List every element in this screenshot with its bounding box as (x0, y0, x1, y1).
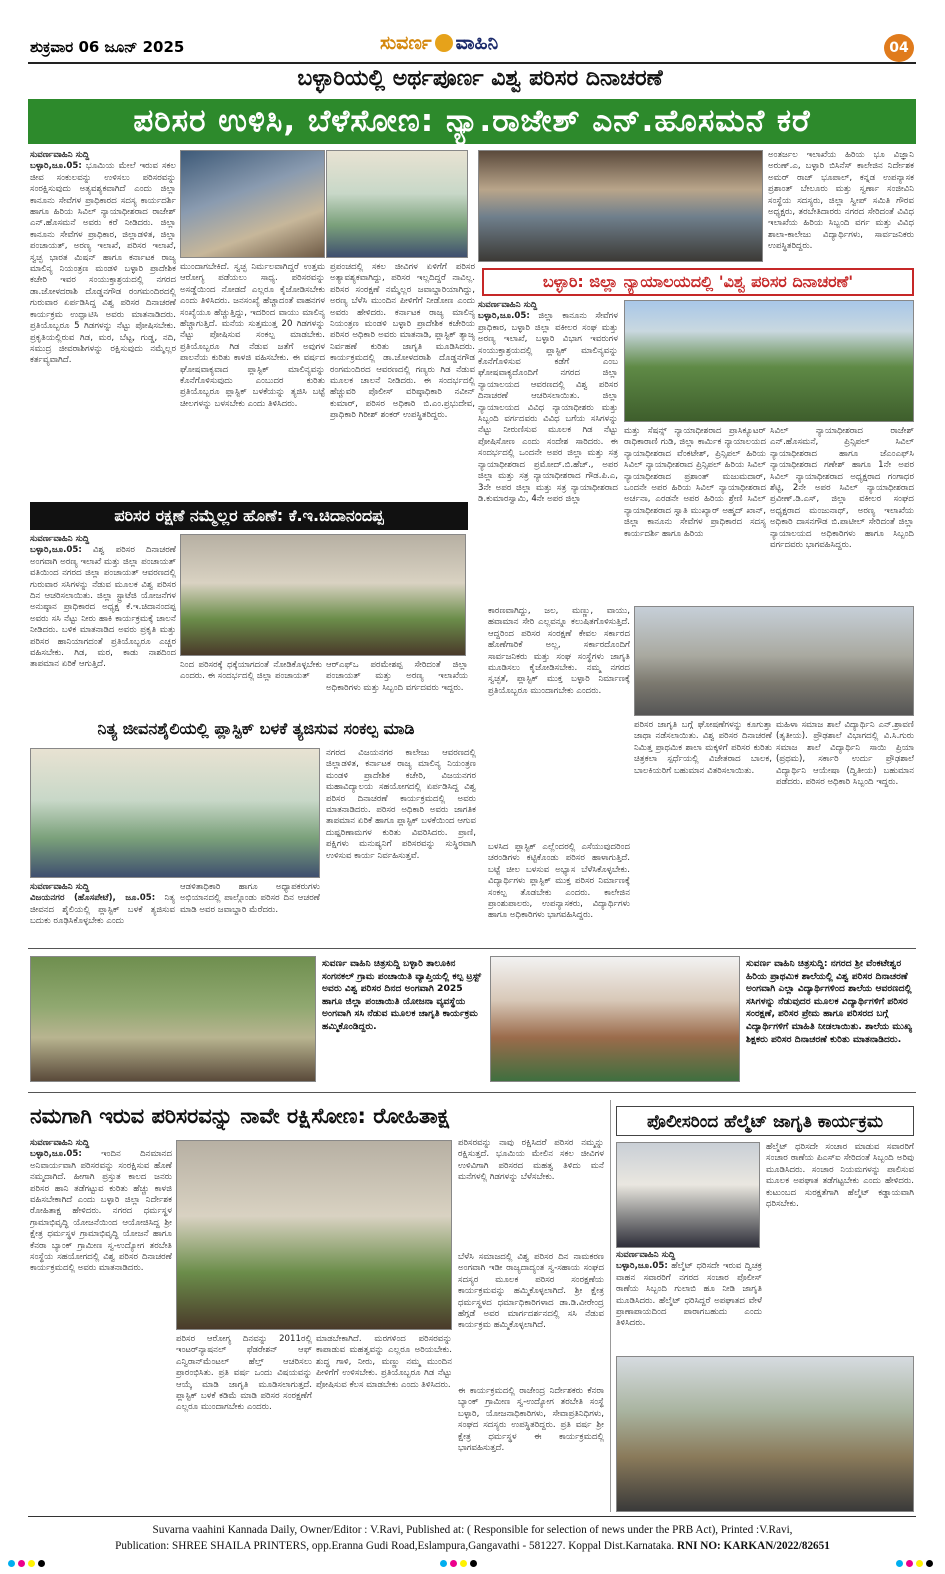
court-body-a: ಜಿಲ್ಲಾ ಕಾನೂನು ಸೇವೆಗಳ ಪ್ರಾಧಿಕಾರ, ಬಳ್ಳಾರಿ ಜಿಲ್ಲಾ ವಕೀಲರ ಸಂಘ ಮತ್ತು ಅರಣ್ಯ ಇಲಾಖೆ, ಬಳ್ಳಾರಿ ವಿಭಾಗ ಇವರುಗಳ ಸಂಯುಕ್ತಾಶ್ರಯದಲ್ಲಿ ಪ್ಲಾಸ್ಟಿಕ್ ಮಾಲಿನ್ಯವನ್ನು ಕೊನೆಗೊಳಿಸುವ ಕಡೆಗೆ ಎಂಬ ಘೋಷವಾಕ್ಯದೊಂದಿಗೆ ನಗರದ ಜಿಲ್ಲಾ ನ್ಯಾಯಾಲಯದ ಆವರಣದಲ್ಲಿ ವಿಶ್ವ ಪರಿಸರ ದಿನಾಚರಣೆ ಆಚರಿಸಲಾಯಿತು. ಜಿಲ್ಲಾ ನ್ಯಾಯಾಲಯದ ವಿವಿಧ ನ್ಯಾಯಾಧೀಶರು ಮತ್ತು ಸಿಬ್ಬಂದಿ ವರ್ಗದವರು ವಿವಿಧ ಬಗೆಯ ಸಸಿಗಳನ್ನು ನೆಟ್ಟು ನೀರುಣಿಸುವ ಮೂಲಕ ಗಿಡ ನೆಟ್ಟು ಪೋಷಿಸೋಣ ಎಂದು ಸಂದೇಶ ಸಾರಿದರು. ಈ ಸಂದರ್ಭದಲ್ಲಿ ಒಂದನೇ ಅಪರ ಜಿಲ್ಲಾ ಮತ್ತು ಸತ್ರ ನ್ಯಾಯಾಧೀಶರಾದ ಪ್ರಮೋದ್.ಬಿ.ಹೆಚ್., ಅಪರ ಜಿಲ್ಲಾ ಮತ್ತು ಸತ್ರ ನ್ಯಾಯಾಧೀಶರಾದ ಗೌಡ.ಪಿ.ಎ, 3ನೇ ಅಪರ ಜಿಲ್ಲಾ ಮತ್ತು ಸತ್ರ ನ್ಯಾಯಾಧೀಶರಾದ ಡಿ.ಕುಮಾರಸ್ವಾಮಿ, 4ನೇ ಅಪರ ಜಿಲ್ಲಾ (478, 311, 618, 504)
plastic-body-c: ನಗರದ ವಿಜಯನಗರ ಕಾಲೇಜು ಆವರಣದಲ್ಲಿ ಜಿಲ್ಲಾಡಳಿತ, ಕರ್ನಾಟಕ ರಾಜ್ಯ ಮಾಲಿನ್ಯ ನಿಯಂತ್ರಣ ಮಂಡಳಿ ಪ್ರಾದೇಶಿಕ ಕಚೇರಿ, ವಿಜಯನಗರ ಮಹಾವಿದ್ಯಾಲಯ ಸಹಯೋಗದಲ್ಲಿ ಏರ್ಪಡಿಸಿದ್ದ ವಿಶ್ವ ಪರಿಸರ ದಿನಾಚರಣೆ ಕಾರ್ಯಕ್ರಮದಲ್ಲಿ ಅವರು ಮಾತನಾಡಿದರು. ಪರಿಸರ ಅಧಿಕಾರಿ ಅವರು ಜಾಗತಿಕ ತಾಪಮಾನ ಏರಿಕೆ ಹಾಗೂ ಪ್ಲಾಸ್ಟಿಕ್ ಬಳಕೆಯಿಂದ ಆಗುವ ದುಷ್ಪರಿಣಾಮಗಳ ಕುರಿತು ವಿವರಿಸಿದರು. ಪ್ರಾಣಿ, ಪಕ್ಷಿಗಳು ಮನುಷ್ಯನಿಗೆ ಪರಿಸರವನ್ನು ಸುಸ್ಥಿರವಾಗಿ ಉಳಿಸುವ ಕಾರ್ಯ ನಿರ್ವಹಿಸುತ್ತವೆ. (326, 748, 476, 861)
plastic-column-3 (326, 748, 476, 942)
plastic-column-1 (30, 882, 175, 942)
section-divider-1 (28, 948, 916, 949)
magenta-mark-icon (906, 1560, 913, 1567)
court-byline: ಸುವರ್ಣವಾಹಿನಿ ಸುದ್ದಿ (478, 300, 538, 310)
newspaper-logo (380, 32, 570, 58)
lead-column-2 (180, 262, 325, 502)
rally-column-3 (776, 720, 914, 838)
rohitaksha-body-b: ಪರಿಸರ ಆರೋಗ್ಯ ದಿನವನ್ನು 2011ರಲ್ಲಿ ಇಂಟರ್‌ನ್ಯಾಷನಲ್ ಫೆಡರೇಶನ್ ಆಫ್ ಎನ್ವಿರಾನ್‌ಮೆಂಟಲ್ ಹೆಲ್ತ್ ಆಚರಿಸಲು ಪ್ರಾರಂಭಿಸಿತು. ಪ್ರತಿ ವರ್ಷ ಒಂದು ವಿಷಯವನ್ನು ಆಯ್ಕೆ ಮಾಡಿ ಜಾಗೃತಿ ಮೂಡಿಸಲಾಗುತ್ತದೆ. ಪ್ಲಾಸ್ಟಿಕ್ ಬಳಕೆ ಕಡಿಮೆ ಮಾಡಿ ಪರಿಸರ ಸಂರಕ್ಷಣೆಗೆ ಎಲ್ಲರೂ ಮುಂದಾಗಬೇಕು ಎಂದರು. (176, 1334, 312, 1413)
rohitaksha-photo (176, 1140, 452, 1330)
rally-body-1: ಕಾರಣವಾಗಿದ್ದು, ಜಲ, ಮಣ್ಣು, ವಾಯು, ಹವಾಮಾನ ಸೇರಿ ಎಲ್ಲವನ್ನೂ ಕಲುಷಿತಗೊಳಿಸುತ್ತಿದೆ. ಆದ್ದರಿಂದ ಪರಿಸರ ಸಂರಕ್ಷಣೆ ಕೇವಲ ಸರ್ಕಾರದ ಹೊಣೆಗಾರಿಕೆ ಅಲ್ಲ, ಸರ್ಕಾರದೊಂದಿಗೆ ಸಾರ್ವಜನಿಕರು ಮತ್ತು ಸಂಘ ಸಂಸ್ಥೆಗಳು ಜಾಗೃತಿ ಮೂಡಿಸಲು ಕೈಜೋಡಿಸಬೇಕು. ನಮ್ಮ ನಗರದ ಸ್ವಚ್ಛತೆ, ಪ್ಲಾಸ್ಟಿಕ್ ಮುಕ್ತ ಬಳ್ಳಾರಿ ನಿರ್ಮಾಣಕ್ಕೆ ಪ್ರತಿಯೊಬ್ಬರೂ ಮುಂದಾಗಬೇಕು ಎಂದರು. (488, 606, 630, 696)
issue-date: ಶುಕ್ರವಾರ 06 ಜೂನ್ 2025 (30, 38, 185, 56)
panchayat-body-c: ಆರ್‌ಎಫ್‌ಒ ಪರಮೇಶಪ್ಪ ಸೇರಿದಂತೆ ಜಿಲ್ಲಾ ಪಂಚಾಯತ್ ಮತ್ತು ಅರಣ್ಯ ಇಲಾಖೆಯ ಅಧಿಕಾರಿಗಳು ಮತ್ತು ಸಿಬ್ಬಂದಿ ವರ್ಗದವರು ಇದ್ದರು. (326, 660, 468, 693)
court-planting-photo (624, 300, 914, 422)
yellow-mark-icon (28, 1560, 35, 1567)
rohitaksha-byline: ಸುವರ್ಣವಾಹಿನಿ ಸುದ್ದಿ (30, 1138, 90, 1148)
rohitaksha-body-d: ಪರಿಸರವನ್ನು ನಾವು ರಕ್ಷಿಸಿದರೆ ಪರಿಸರ ನಮ್ಮನ್ನು ರಕ್ಷಿಸುತ್ತದೆ. ಭೂಮಿಯ ಮೇಲಿನ ಸಕಲ ಜೀವಿಗಳ ಉಳಿವಿಗಾಗಿ ಪರಿಸರದ ಮಹತ್ವ ತಿಳಿದು ಮನೆ ಮನೆಗಳಲ್ಲಿ ಗಿಡಗಳನ್ನು ಬೆಳೆಸಬೇಕು. (458, 1138, 604, 1183)
court-headline: ಬಳ್ಳಾರಿ: ಜಿಲ್ಲಾ ನ್ಯಾಯಾಲಯದಲ್ಲಿ 'ವಿಶ್ವ ಪರಿಸರ ದಿನಾಚರಣೆ' (482, 268, 914, 296)
panchayat-body-b: ನಿಂದ ಪರಿಸರಕ್ಕೆ ಧಕ್ಕೆಯಾಗದಂತೆ ನೋಡಿಕೊಳ್ಳಬೇಕು ಎಂದರು. ಈ ಸಂದರ್ಭದಲ್ಲಿ ಜಿಲ್ಲಾ ಪಂಚಾಯತ್ (180, 660, 322, 682)
yellow-mark-icon (916, 1560, 923, 1567)
print-registration-marks (0, 1558, 945, 1570)
rohitaksha-body-e: ಬೆಳೆಸಿ ಸಮಾಜದಲ್ಲಿ ವಿಶ್ವ ಪರಿಸರ ದಿನ ನಾಮಕರಣ ಅಂಗವಾಗಿ ಇಡೀ ರಾಜ್ಯದಾದ್ಯಂತ ಸ್ವ-ಸಹಾಯ ಸಂಘದ ಸದಸ್ಯರ ಮೂಲಕ ಪರಿಸರ ಸಂರಕ್ಷಣೆಯ ಕಾರ್ಯಕ್ರಮವನ್ನು ಹಮ್ಮಿಕೊಳ್ಳಲಾಗಿದೆ. ಶ್ರೀ ಕ್ಷೇತ್ರ ಧರ್ಮಸ್ಥಳದ ಧರ್ಮಾಧಿಕಾರಿಗಳಾದ ಡಾ.ಡಿ.ವೀರೇಂದ್ರ ಹೆಗ್ಗಡೆ ಅವರ ಮಾರ್ಗದರ್ಶನದಲ್ಲಿ ಸಸಿ ನೆಡುವ ಕಾರ್ಯಕ್ರಮ ಹಮ್ಮಿಕೊಳ್ಳಲಾಗಿದೆ. (458, 1252, 604, 1331)
plastic-byline: ಸುವರ್ಣವಾಹಿನಿ ಸುದ್ದಿ (30, 882, 90, 892)
school-caption: ಸುವರ್ಣ ವಾಹಿನಿ ಚಿತ್ರಸುದ್ದಿ: ನಗರದ ಶ್ರೀ ವೆಂಕಟೇಶ್ವರ ಹಿರಿಯ ಪ್ರಾಥಮಿಕ ಶಾಲೆಯಲ್ಲಿ ವಿಶ್ವ ಪರಿಸರ ದಿನಾಚರಣೆ ಅಂಗವಾಗಿ ಎಲ್ಲಾ ವಿದ್ಯಾರ್ಥಿಗಳಿಂದ ಶಾಲೆಯ ಆವರಣದಲ್ಲಿ ಸಸಿಗಳನ್ನು ನೆಡುವುದರ ಮೂಲಕ ವಿದ್ಯಾರ್ಥಿಗಳಿಗೆ ಪರಿಸರ ಸಂರಕ್ಷಣೆ, ಪರಿಸರ ಪ್ರೇಮ ಹಾಗೂ ಪರಿಸರದ ಬಗ್ಗೆ ವಿದ್ಯಾರ್ಥಿಗಳಿಗೆ ಮಾಹಿತಿ ನೀಡಲಾಯಿತು. ಶಾಲೆಯ ಮುಖ್ಯ ಶಿಕ್ಷಕರು ಪರಿಸರ ದಿನಾಚರಣೆ ಕುರಿತು ಮಾತನಾಡಿದರು. (746, 958, 913, 1045)
plastic-dateline: ವಿಜಯನಗರ (ಹೊಸಪೇಟೆ), ಜೂ.05: (30, 893, 156, 904)
rally-column-1 (488, 606, 630, 838)
section-divider-2 (28, 1092, 916, 1093)
school-photo (490, 956, 740, 1082)
magenta-mark-icon (450, 1560, 457, 1567)
rally-photo (634, 606, 914, 716)
lead-column-4 (768, 150, 914, 262)
lead-headline: ಪರಿಸರ ಉಳಿಸಿ, ಬೆಳೆಸೋಣ: ನ್ಯಾ.ರಾಜೇಶ್ ಎನ್.ಹೊಸಮನೆ ಕರೆ (28, 99, 916, 144)
rohitaksha-column-5 (458, 1252, 604, 1382)
imprint (20, 1522, 925, 1554)
magenta-mark-icon (18, 1560, 25, 1567)
plastic-body-b: ಆಡಳಿತಾಧಿಕಾರಿ ಹಾಗೂ ಅಧ್ಯಾಪಕರುಗಳು ಅಭಿಯಾನದಲ್ಲಿ ಪಾಲ್ಗೊಂಡು ಪರಿಸರ ದಿನ ಆಚರಣೆ ಮಾಡಿ ಅವರ ಜವಾಬ್ದಾರಿ ಮೆರೆದರು. (180, 882, 320, 915)
court-body-b: ಮತ್ತು ಸೆಷನ್ಸ್ ನ್ಯಾಯಾಧೀಶರಾದ ಪ್ರಾಸಿಕ್ಯೂಟರ್ ರಾಧಿಕಾರಾಣಿ ಗುಡಿ, ಜಿಲ್ಲಾ ಕಾರ್ಮಿಕ ನ್ಯಾಯಾಲಯದ ನ್ಯಾಯಾಧೀಶರಾದ ವೆಂಕಟೇಶ್, ಪ್ರಿನ್ಸಿಪಲ್ ಹಿರಿಯ ಸಿವಿಲ್ ನ್ಯಾಯಾಧೀಶರಾದ ಪ್ರಿನ್ಸಿಪಲ್ ಹಿರಿಯ ಸಿವಿಲ್ ನ್ಯಾಯಾಧೀಶರಾದ ಪ್ರಶಾಂತ್ ಮಜುಮದಾರ್, ಒಂದನೇ ಅಪರ ಹಿರಿಯ ಸಿವಿಲ್ ನ್ಯಾಯಾಧೀಶರಾದ ಅರ್ಚನಾ, ಎರಡನೇ ಅಪರ ಹಿರಿಯ ಶ್ರೇಣಿ ಸಿವಿಲ್ ನ್ಯಾಯಾಧೀಶರಾದ ಸ್ವಾತಿ ಮುಖ್ಯಾರ್ ಅಹ್ಮದ್ ಖಾನ್, ಜಿಲ್ಲಾ ಕಾನೂನು ಸೇವೆಗಳ ಪ್ರಾಧಿಕಾರದ ಸದಸ್ಯ ಕಾರ್ಯದರ್ಶಿ ಹಾಗೂ ಹಿರಿಯ (624, 426, 766, 539)
rohitaksha-dateline: ಬಳ್ಳಾರಿ,ಜೂ.05: (30, 1149, 82, 1160)
panchayat-column-2 (180, 660, 322, 708)
speaker-photo (180, 150, 325, 258)
logo-part2: ವಾಹಿನಿ (455, 32, 499, 54)
rohitaksha-column-6 (458, 1386, 604, 1512)
helmet-dateline: ಬಳ್ಳಾರಿ,ಜೂ.05: (616, 1261, 668, 1272)
kalpa-trust-photo (30, 956, 316, 1082)
plastic-headline: ನಿತ್ಯ ಜೀವನಶೈಲಿಯಲ್ಲಿ ಪ್ಲಾಸ್ಟಿಕ್ ಬಳಕೆ ತ್ಯಜಿಸುವ ಸಂಕಲ್ಪ ಮಾಡಿ (97, 719, 415, 738)
panchayat-byline: ಸುವರ್ಣವಾಹಿನಿ ಸುದ್ದಿ (30, 534, 90, 544)
black-mark-icon (470, 1560, 477, 1567)
rohitaksha-column-2 (176, 1334, 312, 1512)
panchayat-column-3 (326, 660, 468, 708)
panchayat-headline: ಪರಿಸರ ರಕ್ಷಣೆ ನಮ್ಮೆಲ್ಲರ ಹೊಣೆ: ಕೆ.ಇ.ಚಿದಾನಂದಪ್ಪ (30, 502, 468, 530)
helmet-body-b: ಹೆಲ್ಮೆಟ್ ಧರಿಸದೇ ಸಂಚಾರ ಮಾಡುವ ಸವಾರರಿಗೆ ಸಂಚಾರ ಠಾಣೆಯ ಪಿಎಸ್ಐ ಸೇರಿದಂತೆ ಸಿಬ್ಬಂದಿ ಅರಿವು ಮೂಡಿಸಿದರು. ಸಂಚಾರ ನಿಯಮಗಳನ್ನು ಪಾಲಿಸುವ ಮೂಲಕ ಅಪಘಾತ ತಡೆಗಟ್ಟಬೇಕು ಎಂದು ಹೇಳಿದರು. ಕುಟುಂಬದ ಸುರಕ್ಷತೆಗಾಗಿ ಹೆಲ್ಮೆಟ್ ಕಡ್ಡಾಯವಾಗಿ ಧರಿಸಬೇಕು. (766, 1142, 914, 1210)
court-column-2 (624, 426, 766, 602)
column-divider (610, 1100, 611, 1512)
yellow-mark-icon (460, 1560, 467, 1567)
plastic-body-d: ಬಳಸಿದ ಪ್ಲಾಸ್ಟಿಕ್ ಎಲ್ಲೆಂದರಲ್ಲಿ ಎಸೆಯುವುದರಿಂದ ಚರಂಡಿಗಳು ಕಟ್ಟಿಕೊಂಡು ಪರಿಸರ ಹಾಳಾಗುತ್ತಿದೆ. ಬಟ್ಟೆ ಚೀಲ ಬಳಸುವ ಅಭ್ಯಾಸ ಬೆಳೆಸಿಕೊಳ್ಳಬೇಕು. ವಿದ್ಯಾರ್ಥಿಗಳು ಪ್ಲಾಸ್ಟಿಕ್ ಮುಕ್ತ ಪರಿಸರ ನಿರ್ಮಾಣಕ್ಕೆ ಸಂಕಲ್ಪ ತೊಡಬೇಕು ಎಂದರು. ಕಾಲೇಜಿನ ಪ್ರಾಂಶುಪಾಲರು, ಉಪನ್ಯಾಸಕರು, ವಿದ್ಯಾರ್ಥಿಗಳು ಹಾಗೂ ಅಧಿಕಾರಿಗಳು ಭಾಗವಹಿಸಿದ್ದರು. (488, 842, 630, 921)
plastic-column-4 (488, 842, 630, 942)
page-number-badge: 04 (884, 34, 914, 62)
lead-body-4: ಅಂತರ್ಜಲ ಇಲಾಖೆಯ ಹಿರಿಯ ಭೂ ವಿಜ್ಞಾನಿ ಅರುಣ್.ಎ, ಬಳ್ಳಾರಿ ಬಿಸಿನೆಸ್ ಕಾಲೇಜಿನ ನಿರ್ದೇಶಕ ಅಮರ್ ರಾಜ್ ಭೂಪಾಲ್, ಕನ್ನಡ ಉಪನ್ಯಾಸಕ ಪ್ರಶಾಂತ್ ಬೇಲೂರು ಮತ್ತು ಸ್ವರ್ಣಾ ಸಂಜೀವಿನಿ ಸಂಸ್ಥೆಯ ಸದಸ್ಯರು, ಜಿಲ್ಲಾ ಸ್ವೀಪ್ ಸಮಿತಿ ಗೌರವ ಅಧ್ಯಕ್ಷರು, ತರಬೇತಿದಾರರು ನಗರದ ಸೇರಿದಂತೆ ವಿವಿಧ ಇಲಾಖೆಯ ಹಿರಿಯ ಸಿಬ್ಬಂದಿ ವರ್ಗ ಮತ್ತು ವಿವಿಧ ಶಾಲಾ-ಕಾಲೇಜು ವಿದ್ಯಾರ್ಥಿಗಳು, ಸಾರ್ವಜನಿಕರು ಉಪಸ್ಥಿತರಿದ್ದರು. (768, 150, 914, 252)
lead-body-1: ಭೂಮಿಯ ಮೇಲೆ ಇರುವ ಸಕಲ ಜೀವ ಸಂಕುಲವನ್ನು ಉಳಿಸಲು ಪರಿಸರವನ್ನು ಸಂರಕ್ಷಿಸುವುದು ಅತ್ಯವಶ್ಯಕವಾಗಿದೆ ಎಂದು ಜಿಲ್ಲಾ ಕಾನೂನು ಸೇವೆಗಳ ಪ್ರಾಧಿಕಾರದ ಸದಸ್ಯ ಕಾರ್ಯದರ್ಶಿ ಹಾಗೂ ಹಿರಿಯ ಸಿವಿಲ್ ನ್ಯಾಯಾಧೀಶರಾದ ರಾಜೇಶ್ ಎನ್.ಹೊಸಮನೆ ಅವರು ಕರೆ ನೀಡಿದರು. ಜಿಲ್ಲಾ ಕಾನೂನು ಸೇವೆಗಳ ಪ್ರಾಧಿಕಾರ, ಜಿಲ್ಲಾಡಳಿತ, ಜಿಲ್ಲಾ ಪಂಚಾಯತ್, ಅರಣ್ಯ ಇಲಾಖೆ, ಪರಿಸರ ಇಲಾಖೆ, ಸ್ವಚ್ಛ ಭಾರತ ಮಿಷನ್ ಹಾಗೂ ಕರ್ನಾಟಕ ರಾಜ್ಯ ಮಾಲಿನ್ಯ ನಿಯಂತ್ರಣ ಮಂಡಳಿ ಬಳ್ಳಾರಿ ಪ್ರಾದೇಶಿಕ ಕಚೇರಿ ಇವರ ಸಂಯುಕ್ತಾಶ್ರಯದಲ್ಲಿ ನಗರದ ಡಾ.ಜೋಳದರಾಶಿ ದೊಡ್ಡನಗೌಡ ರಂಗಮಂದಿರದಲ್ಲಿ ಗುರುವಾರ ಏರ್ಪಡಿಸಿದ್ದ ವಿಶ್ವ ಪರಿಸರ ದಿನಾಚರಣೆ ಕಾರ್ಯಕ್ರಮ ಉದ್ಘಾಟಿಸಿ ಅವರು ಮಾತನಾಡಿದರು. ಪ್ರತಿಯೊಬ್ಬರೂ 5 ಗಿಡಗಳನ್ನು ನೆಟ್ಟು ಪೋಷಿಸಬೇಕು. ಪ್ರಕೃತಿಯಲ್ಲಿರುವ ಗಿಡ, ಮರ, ಬೆಟ್ಟ, ಗುಡ್ಡ, ನದಿ, ಸಮುದ್ರ ಜೀವರಾಶಿಗಳನ್ನು ರಕ್ಷಿಸುವುದು ನಮ್ಮೆಲ್ಲರ ಕರ್ತವ್ಯವಾಗಿದೆ. (30, 161, 176, 366)
lead-kicker: ಬಳ್ಳಾರಿಯಲ್ಲಿ ಅರ್ಥಪೂರ್ಣ ವಿಶ್ವ ಪರಿಸರ ದಿನಾಚರಣೆ (297, 66, 663, 91)
black-mark-icon (38, 1560, 45, 1567)
rohitaksha-headline: ನಮಗಾಗಿ ಇರುವ ಪರಿಸರವನ್ನು ನಾವೇ ರಕ್ಷಿಸೋಣ: ರೋಹಿತಾಕ್ಷ (30, 1104, 449, 1128)
footer-rule (28, 1516, 916, 1517)
helmet-column-2 (766, 1142, 914, 1350)
rohitaksha-column-1 (30, 1138, 172, 1512)
traffic-police-photo (616, 1356, 914, 1512)
court-dateline: ಬಳ್ಳಾರಿ,ಜೂ.05: (478, 311, 530, 322)
lead-column-1 (30, 150, 176, 502)
helmet-body-a: ಹೆಲ್ಮೆಟ್ ಧರಿಸದೇ ಇರುವ ದ್ವಿಚಕ್ರ ವಾಹನ ಸವಾರರಿಗೆ ನಗರದ ಸಂಚಾರ ಪೊಲೀಸ್ ಠಾಣೆಯ ಸಿಬ್ಬಂದಿ ಗುಲಾಬಿ ಹೂ ನೀಡಿ ಜಾಗೃತಿ ಮೂಡಿಸಿದರು. ಹೆಲ್ಮೆಟ್ ಧರಿಸಿದ್ದರೆ ಅಪಘಾತದ ವೇಳೆ ಪ್ರಾಣಾಪಾಯದಿಂದ ಪಾರಾಗಬಹುದು ಎಂದು ತಿಳಿಸಿದರು. (616, 1261, 762, 1329)
helmet-column-1 (616, 1250, 762, 1350)
helmet-photo (616, 1142, 760, 1248)
panchayat-dateline: ಬಳ್ಳಾರಿ,ಜೂ.05: (30, 545, 82, 556)
panchayat-column-1 (30, 534, 176, 708)
cyan-mark-icon (8, 1560, 15, 1567)
rohitaksha-body-f: ಈ ಕಾರ್ಯಕ್ರಮದಲ್ಲಿ ರಾಜೇಂದ್ರ ನಿರ್ದೇಶಕರು ಕೆನರಾ ಬ್ಯಾಂಕ್ ಗ್ರಾಮೀಣ ಸ್ವ-ಉದ್ಯೋಗ ತರಬೇತಿ ಸಂಸ್ಥೆ ಬಳ್ಳಾರಿ, ಯೋಜನಾಧಿಕಾರಿಗಳು, ಸೇವಾಪ್ರತಿನಿಧಿಗಳು, ಸಂಘದ ಸದಸ್ಯರು ಉಪಸ್ಥಿತರಿದ್ದರು. ಪ್ರತಿ ವರ್ಷ ಶ್ರೀ ಕ್ಷೇತ್ರ ಧರ್ಮಸ್ಥಳ ಈ ಕಾರ್ಯಕ್ರಮದಲ್ಲಿ ಭಾಗವಹಿಸುತ್ತದೆ. (458, 1386, 604, 1454)
plastic-column-2 (180, 882, 320, 942)
imprint-line-1: Suvarna vaahini Kannada Daily, Owner/Editor : V.Ravi, Published at: ( Responsible for selection of news under the PRB Act), Printed :V.Ravi, (152, 1524, 793, 1536)
rohitaksha-column-3 (316, 1334, 452, 1512)
sun-icon (435, 34, 453, 52)
rohitaksha-body-c: ಮಾಡಬೇಕಾಗಿದೆ. ಮರಗಳಿಂದ ಪರಿಸರವನ್ನು ಕಾಪಾಡುವ ಮಹತ್ವವನ್ನು ಎಲ್ಲರೂ ಅರಿಯಬೇಕು. ಶುದ್ಧ ಗಾಳಿ, ನೀರು, ಮಣ್ಣು ನಮ್ಮ ಮುಂದಿನ ಪೀಳಿಗೆಗೆ ಉಳಿಸಬೇಕು. ಪ್ರತಿಯೊಬ್ಬರೂ ಗಿಡ ನೆಟ್ಟು ಪೋಷಿಸುವ ಕೆಲಸ ಮಾಡಬೇಕು ಎಂದು ತಿಳಿಸಿದರು. (316, 1334, 452, 1390)
kalpa-caption: ಸುವರ್ಣ ವಾಹಿನಿ ಚಿತ್ರಸುದ್ದಿ ಬಳ್ಳಾರಿ ತಾಲೂಕಿನ ಸಂಗನಕಲ್ ಗ್ರಾಮ ಪಂಚಾಯಿತಿ ವ್ಯಾಪ್ತಿಯಲ್ಲಿ ಕಲ್ಪ ಟ್ರಸ್ಟ್ ಅವರು ವಿಶ್ವ ಪರಿಸರ ದಿನದ ಅಂಗವಾಗಿ 2025 ಹಾಗೂ ಜಿಲ್ಲಾ ಪಂಚಾಯಿತಿ ಯೋಜನಾ ವ್ಯವಸ್ಥೆಯ ಅಂಗವಾಗಿ ಸಸಿ ನೆಡುವ ಮೂಲಕ ಜಾಗೃತಿ ಕಾರ್ಯಕ್ರಮ ಹಮ್ಮಿಕೊಂಡಿದ್ದರು. (322, 958, 482, 1032)
panchayat-photo (180, 534, 466, 656)
rohitaksha-body-a: ಇಂದಿನ ದಿನಮಾನದ ಅನಿವಾರ್ಯವಾಗಿ ಪರಿಸರವನ್ನು ಸಂರಕ್ಷಿಸುವ ಹೊಣೆ ನಮ್ಮದಾಗಿದೆ. ಹೀಗಾಗಿ ಪ್ರಸ್ತುತ ಕಾಲದ ಜನರು ಪರಿಸರ ಹಾನಿ ತಡೆಗಟ್ಟುವ ಕುರಿತು ಹೆಚ್ಚು ಕಾಳಜಿ ವಹಿಸಬೇಕಾಗಿದೆ ಎಂದು ಬಳ್ಳಾರಿ ಜಿಲ್ಲಾ ನಿರ್ದೇಶಕ ರೋಹಿತಾಕ್ಷ ಹೇಳಿದರು. ನಗರದ ಧರ್ಮಸ್ಥಳ ಗ್ರಾಮಾಭಿವೃದ್ಧಿ ಯೋಜನೆಯಿಂದ ಆಯೋಜಿಸಿದ್ದ ಶ್ರೀ ಕ್ಷೇತ್ರ ಧರ್ಮಸ್ಥಳ ಗ್ರಾಮಾಭಿವೃದ್ಧಿ ಯೋಜನೆ ಹಾಗೂ ಕೆನರಾ ಬ್ಯಾಂಕ್ ಗ್ರಾಮೀಣ ಸ್ವ-ಉದ್ಯೋಗ ತರಬೇತಿ ಸಂಸ್ಥೆಯ ಸಹಯೋಗದಲ್ಲಿ ವಿಶ್ವ ಪರಿಸರ ದಿನಾಚರಣೆ ಕಾರ್ಯಕ್ರಮದಲ್ಲಿ ಅವರು ಮಾತನಾಡಿದರು. (30, 1149, 172, 1274)
court-column-3 (770, 426, 914, 602)
logo-part1: ಸುವರ್ಣ (380, 32, 432, 54)
masthead-rule (28, 62, 916, 64)
rally-body-2: ಪರಿಸರ ಜಾಗೃತಿ ಬಗ್ಗೆ ಘೋಷಣೆಗಳನ್ನು ಕೂಗುತ್ತಾ ಜಾಥಾ ನಡೆಸಲಾಯಿತು. ವಿಶ್ವ ಪರಿಸರ ದಿನಾಚರಣೆ ನಿಮಿತ್ತ ಪ್ರಾಥಮಿಕ ಶಾಲಾ ಮಕ್ಕಳಿಗೆ ಪರಿಸರ ಕುರಿತು ಚಿತ್ರಕಲಾ ಸ್ಪರ್ಧೆಯಲ್ಲಿ ವಿಜೇತರಾದ ಬಾಲಕ, ಬಾಲಕಿಯರಿಗೆ ಬಹುಮಾನ ವಿತರಿಸಲಾಯಿತು. (634, 720, 772, 776)
rally-body-3: ಮಹಿಳಾ ಸಮಾಜ ಶಾಲೆ ವಿದ್ಯಾರ್ಥಿನಿ ಎನ್.ಶ್ರಾವಣಿ (ತೃತೀಯ). ಪ್ರೌಢಶಾಲೆ ವಿಭಾಗದಲ್ಲಿ ವಿ.ಸಿ.ಗುರು ಸಮಾಜ ಶಾಲೆ ವಿದ್ಯಾರ್ಥಿನಿ ಸಾಯಿ ಪ್ರಿಯಾ (ಪ್ರಥಮ), ಸರ್ಕಾರಿ ಉರ್ದು ಪ್ರೌಢಶಾಲೆ ವಿದ್ಯಾರ್ಥಿನಿ ಆಯೇಷಾ (ದ್ವಿತೀಯ) ಬಹುಮಾನ ಪಡೆದರು. ಪರಿಸರ ಅಧಿಕಾರಿ ಸಿಬ್ಬಂದಿ ಇದ್ದರು. (776, 720, 914, 788)
rally-column-2 (634, 720, 772, 838)
helmet-headline: ಪೊಲೀಸರಿಂದ ಹೆಲ್ಮೆಟ್ ಜಾಗೃತಿ ಕಾರ್ಯಕ್ರಮ (616, 1106, 914, 1136)
plastic-body-a: ನಿತ್ಯ ಜೀವನದ ಶೈಲಿಯಲ್ಲಿ ಪ್ಲಾಸ್ಟಿಕ್ ಬಳಕೆ ತ್ಯಜಿಸುವ ಬದುಕು ರೂಢಿಸಿಕೊಳ್ಳಬೇಕು ಎಂದು (30, 893, 175, 927)
lead-dateline: ಬಳ್ಳಾರಿ,ಜೂ.05: (30, 161, 82, 172)
audience-photo (478, 150, 763, 262)
black-mark-icon (926, 1560, 933, 1567)
panchayat-body-a: ವಿಶ್ವ ಪರಿಸರ ದಿನಾಚರಣೆ ಅಂಗವಾಗಿ ಅರಣ್ಯ ಇಲಾಖೆ ಮತ್ತು ಜಿಲ್ಲಾ ಪಂಚಾಯತ್ ವತಿಯಿಂದ ನಗರದ ಜಿಲ್ಲಾ ಪಂಚಾಯತ್ ಆವರಣದಲ್ಲಿ ಗುರುವಾರ ಸಸಿಗಳನ್ನು ನೆಡುವ ಮೂಲಕ ವಿಶ್ವ ಪರಿಸರ ದಿನ ಆಚರಿಸಲಾಯಿತು. ಜಿಲ್ಲಾ ಸ್ಟ್ರಾಟೆಜಿ ಯೋಜನೆಗಳ ಅನುಷ್ಠಾನ ಪ್ರಾಧಿಕಾರದ ಅಧ್ಯಕ್ಷ ಕೆ.ಇ.ಚಿದಾನಂದಪ್ಪ ಅವರು ಸಸಿ ನೆಟ್ಟು ನೀರು ಹಾಕಿ ಕಾರ್ಯಕ್ರಮಕ್ಕೆ ಚಾಲನೆ ನೀಡಿದರು. ಬಳಿಕ ಮಾತನಾಡಿದ ಅವರು ಪ್ರಕೃತಿ ಮತ್ತು ಪರಿಸರ ಹಾನಿಯಾಗದಂತೆ ಪ್ರತಿಯೊಬ್ಬರೂ ಎಚ್ಚರ ವಹಿಸಬೇಕು. ಗಿಡ, ಮರ, ಕಾಡು ನಾಶದಿಂದ ತಾಪಮಾನ ಏರಿಕೆ ಆಗುತ್ತಿದೆ. (30, 545, 176, 670)
lead-byline: ಸುವರ್ಣವಾಹಿನಿ ಸುದ್ದಿ (30, 150, 90, 160)
stage-photo (326, 150, 468, 258)
imprint-line-2: Publication: SHREE SHAILA PRINTERS, opp.Eranna Gudi Road,Eslampura,Gangavathi - 581227. Koppal Dist.Karnataka. (115, 1540, 675, 1552)
cyan-mark-icon (896, 1560, 903, 1567)
lead-column-3 (330, 262, 475, 502)
court-column-1 (478, 300, 618, 602)
cyan-mark-icon (440, 1560, 447, 1567)
court-body-c: ಸಿವಿಲ್ ನ್ಯಾಯಾಧೀಶರಾದ ರಾಜೇಶ್ ಎನ್.ಹೊಸಮನೆ, ಪ್ರಿನ್ಸಿಪಲ್ ಸಿವಿಲ್ ನ್ಯಾಯಾಧೀಶರಾದ ಹಾಗೂ ಜೆಎಂಎಫ್‌ಸಿ ನ್ಯಾಯಾಧೀಶರಾದ ಗಣೇಶ್ ಹಾಗೂ 1ನೇ ಅಪರ ಸಿವಿಲ್ ನ್ಯಾಯಾಧೀಶರಾದ ಅಧ್ಯಕ್ಷರಾದ ಗಂಗಾಧರ ಶೆಟ್ಟಿ, 2ನೇ ಅಪರ ಸಿವಿಲ್ ನ್ಯಾಯಾಧೀಶರಾದ ಪ್ರವೀಣ್.ಡಿ.ಎಸ್, ಜಿಲ್ಲಾ ವಕೀಲರ ಸಂಘದ ಅಧ್ಯಕ್ಷರಾದ ಮಂಜುನಾಥ್, ಅರಣ್ಯ ಇಲಾಖೆಯ ಅಧಿಕಾರಿ ದಾಸನಗೌಡ ಬಿ.ಪಾಟೀಲ್ ಸೇರಿದಂತೆ ಜಿಲ್ಲಾ ನ್ಯಾಯಾಲಯದ ಅಧಿಕಾರಿಗಳು ಹಾಗೂ ಸಿಬ್ಬಂದಿ ವರ್ಗದವರು ಭಾಗವಹಿಸಿದ್ದರು. (770, 426, 914, 551)
rni-number: RNI NO: KARKAN/2022/82651 (676, 1540, 830, 1552)
helmet-byline: ಸುವರ್ಣವಾಹಿನಿ ಸುದ್ದಿ (616, 1250, 676, 1260)
rohitaksha-column-4 (458, 1138, 604, 1248)
plastic-photo (30, 748, 320, 878)
lead-body-2: ಮುಂದಾಗಬೇಕಿದೆ. ಸ್ವಚ್ಛ ನಿರ್ಮಲವಾಗಿದ್ದರೆ ಉತ್ತಮ ಆರೋಗ್ಯ ಪಡೆಯಲು ಸಾಧ್ಯ. ಪರಿಸರವನ್ನು ಅಸಡ್ಡೆಯಿಂದ ನೋಡದೆ ಎಲ್ಲರೂ ಕೈಜೋಡಿಸಬೇಕು ಎಂದು ತಿಳಿಸಿದರು. ಜನಸಂಖ್ಯೆ ಹೆಚ್ಚಾದಂತೆ ವಾಹನಗಳ ಸಂಖ್ಯೆಯೂ ಹೆಚ್ಚುತ್ತಿದ್ದು, ಇದರಿಂದ ವಾಯು ಮಾಲಿನ್ಯ ಹೆಚ್ಚಾಗುತ್ತಿದೆ. ಮನೆಯ ಸುತ್ತಮುತ್ತ 20 ಗಿಡಗಳನ್ನು ನೆಟ್ಟು ಪೋಷಿಸುವ ಸಂಕಲ್ಪ ಮಾಡಬೇಕು. ಪ್ರತಿಯೊಬ್ಬರೂ ಗಿಡ ನೆಡುವ ಜತೆಗೆ ಅವುಗಳ ಪಾಲನೆಯ ಕುರಿತು ಕಾಳಜಿ ವಹಿಸಬೇಕು. ಈ ವರ್ಷದ ಘೋಷವಾಕ್ಯವಾದ ಪ್ಲಾಸ್ಟಿಕ್ ಮಾಲಿನ್ಯವನ್ನು ಕೊನೆಗೊಳಿಸುವುದು ಎಂಬುದರ ಕುರಿತು ಪ್ರತಿಯೊಬ್ಬರೂ ಪ್ಲಾಸ್ಟಿಕ್ ಬಳಕೆಯನ್ನು ತ್ಯಜಿಸಿ ಬಟ್ಟೆ ಚೀಲಗಳನ್ನು ಬಳಸಬೇಕು ಎಂದು ತಿಳಿಸಿದರು. (180, 262, 325, 409)
lead-body-3: ಪ್ರಪಂಚದಲ್ಲಿ ಸಕಲ ಜೀವಿಗಳ ಏಳಿಗೆಗೆ ಪರಿಸರ ಅತ್ಯಾವಶ್ಯಕವಾಗಿದ್ದು, ಪರಿಸರ ಇಲ್ಲದಿದ್ದರೆ ನಾವಿಲ್ಲ. ಪರಿಸರ ಸಂರಕ್ಷಣೆ ನಮ್ಮೆಲ್ಲರ ಜವಾಬ್ದಾರಿಯಾಗಿದ್ದು, ಅರಣ್ಯ ಬೆಳೆಸಿ ಮುಂದಿನ ಪೀಳಿಗೆಗೆ ನೀಡೋಣ ಎಂದು ಅವರು ಹೇಳಿದರು. ಕರ್ನಾಟಕ ರಾಜ್ಯ ಮಾಲಿನ್ಯ ನಿಯಂತ್ರಣ ಮಂಡಳಿ ಬಳ್ಳಾರಿ ಪ್ರಾದೇಶಿಕ ಕಚೇರಿಯ ಪರಿಸರ ಅಧಿಕಾರಿ ಅವರು ಮಾತನಾಡಿ, ಪ್ಲಾಸ್ಟಿಕ್ ತ್ಯಾಜ್ಯ ನಿರ್ವಹಣೆ ಕುರಿತು ಜಾಗೃತಿ ಮೂಡಿಸಿದರು. ಕಾರ್ಯಕ್ರಮದಲ್ಲಿ ಡಾ.ಜೋಳದರಾಶಿ ದೊಡ್ಡನಗೌಡ ರಂಗಮಂದಿರದ ಆವರಣದಲ್ಲಿ ಗಣ್ಯರು ಗಿಡ ನೆಡುವ ಮೂಲಕ ಚಾಲನೆ ನೀಡಿದರು. ಈ ಸಂದರ್ಭದಲ್ಲಿ ಹೆಚ್ಚುವರಿ ಪೊಲೀಸ್ ವರಿಷ್ಠಾಧಿಕಾರಿ ನವೀನ್ ಕುಮಾರ್, ಪರಿಸರ ಅಧಿಕಾರಿ ಬಿ.ಎಂ.ಪ್ರಭುದೇವ, ಪ್ರಾಧಿಕಾರಿ ಗಿರೀಶ್ ಶಂಕರ್ ಉಪಸ್ಥಿತರಿದ್ದರು. (330, 262, 475, 421)
